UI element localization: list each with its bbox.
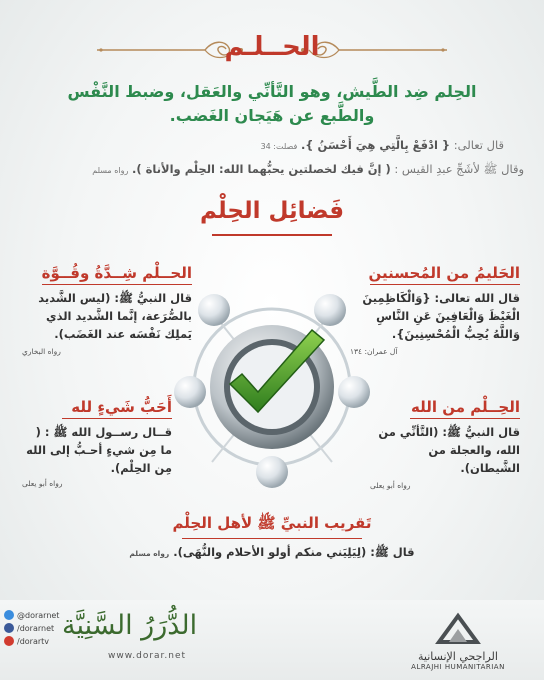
youtube-icon: [4, 636, 14, 646]
definition-text: [30, 80, 514, 128]
hadith-ref: رواه مسلم: [92, 166, 129, 175]
quran-ayah: { ادْفَعْ بِالَّتِي هِيَ أَحْسَنُ }.: [300, 138, 451, 152]
orb-icon: [314, 294, 346, 326]
social-twitter-label: @dorarnet: [17, 610, 60, 620]
virtue-item-5: [100, 514, 444, 563]
rajhi-arabic-name: الراجحي الإنسانية: [418, 650, 498, 663]
virtue-4-underline: [62, 418, 172, 419]
virtue-5-ref: رواه مسلم: [129, 549, 170, 558]
virtue-5-title: تَقريب النبيِّ ﷺ لأهل الحِلْم: [172, 514, 372, 532]
virtue-3-body: قال النبيُّ ﷺ: (التَّأنِّي من الله، والعجلة من الشَّيطان).: [378, 425, 520, 475]
virtue-5-underline: [182, 538, 362, 539]
facebook-icon: [4, 623, 14, 633]
social-row-facebook[interactable]: [4, 623, 59, 633]
twitter-icon: [4, 610, 14, 620]
dorar-logo: الدُّرَرُ السَّنِيَّة: [62, 610, 198, 641]
virtue-3-underline: [410, 418, 520, 419]
virtue-1-body: قال الله تعالى: {وَالْكَاظِمِينَ الْغَيْظَ وَالْعَافِينَ عَنِ النَّاسِ وَاللَّهُ يُحِبُّ الْمُحْسِنِينَ}.: [362, 291, 520, 341]
virtue-4-title: أَحَبُّ شَيءٍ لله: [71, 398, 172, 416]
virtue-2-underline: [42, 284, 192, 285]
quran-ref: فصلت: 34: [260, 142, 298, 151]
quran-prefix: قال تعالى:: [453, 138, 504, 152]
virtue-2-body: قال النبيُّ ﷺ: (ليس الشَّديد بالصُّرَعة، إنَّما الشَّديد الذي يَملِك نَفْسَه عند الغَضَب).: [38, 291, 192, 341]
virtue-5-body-wrap: [100, 543, 444, 563]
page-title: الحــلـم: [224, 32, 320, 62]
hadith-prefix: وقال ﷺ لأشَجِّ عبدِ القيس :: [394, 162, 524, 176]
hadith-text: ( إنَّ فيك لخصلتين يحبُّهما الله: الحِلْم والأناة ).: [131, 162, 391, 176]
definition-line-1: الحِلم ضِد الطَّيش، وهو التَّأنِّي والعَقل، وضبط النَّفْس: [67, 82, 477, 101]
rajhi-logo-icon: [435, 612, 481, 644]
virtue-3-ref: رواه أبو يعلى: [370, 481, 411, 490]
social-row-twitter[interactable]: [4, 610, 59, 620]
virtue-item-4: [22, 398, 172, 488]
checkmark-orbs-graphic: [172, 282, 372, 492]
virtue-4-body: قــال رســول الله ﷺ : ( ما مِن شيءٍ أحـبُّ إلى الله مِن الحِلْم).: [26, 425, 172, 475]
orb-icon: [174, 376, 206, 408]
virtues-heading-underline: [212, 234, 332, 236]
definition-line-2: والطَّبع عن هَيَجان الغَضب.: [169, 106, 375, 125]
rajhi-english-name: ALRAJHI HUMANITARIAN: [411, 663, 505, 671]
virtue-1-underline: [370, 284, 520, 285]
virtue-item-2: [22, 264, 192, 356]
virtue-item-3: [370, 398, 520, 490]
orb-icon: [338, 376, 370, 408]
social-youtube-label: /dorartv: [17, 636, 50, 646]
rajhi-logo: [398, 612, 518, 671]
quran-line: [44, 138, 504, 152]
social-links: [4, 610, 59, 649]
virtue-2-title: الحــلْم شِــدَّةُ وقُــوَّة: [41, 264, 192, 282]
virtue-item-1: [350, 264, 520, 356]
virtues-heading: فَضائِل الحِلْم: [199, 198, 345, 224]
virtue-1-ref: آل عمران: ١٣٤: [350, 347, 398, 356]
dorar-url[interactable]: www.dorar.net: [108, 651, 187, 661]
virtue-4-ref: رواه أبو يعلى: [22, 479, 63, 488]
virtue-2-ref: رواه البخاري: [22, 347, 61, 356]
hadith-line: [14, 162, 524, 179]
social-row-youtube[interactable]: [4, 636, 59, 646]
orb-icon: [256, 456, 288, 488]
orb-icon: [198, 294, 230, 326]
virtue-1-title: الحَليمُ من المُحسنين: [368, 264, 520, 282]
social-facebook-label: /dorarnet: [17, 623, 55, 633]
virtue-3-title: الحِــلْم من الله: [411, 398, 520, 416]
virtue-5-body: قال ﷺ: (لِيَلِيَني منكم أولو الأحلام والنُّهَى).: [173, 545, 415, 559]
